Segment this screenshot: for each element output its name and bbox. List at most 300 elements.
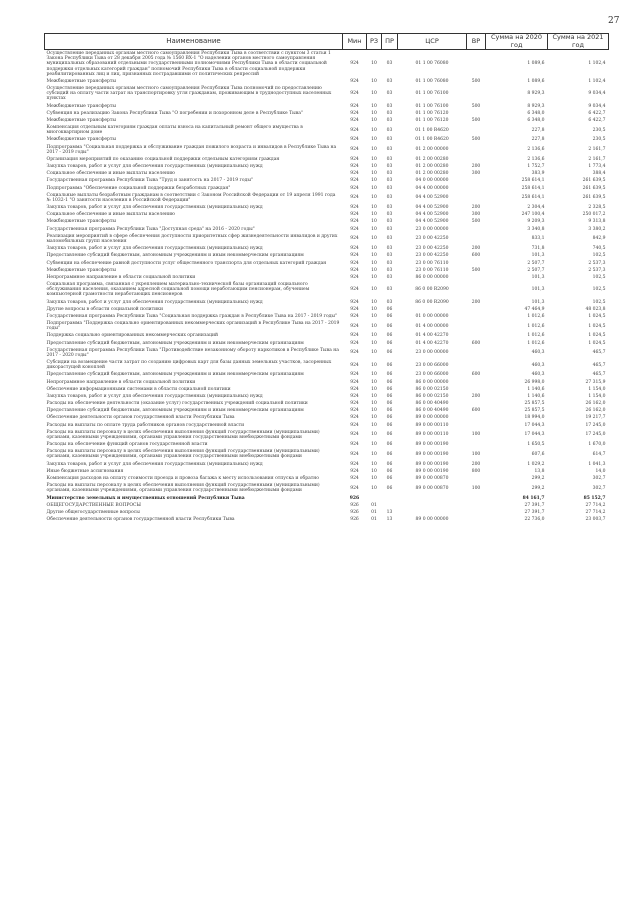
row-csr (398, 509, 467, 516)
row-rz: 10 (371, 91, 377, 97)
row-name: Непрограммное направление в области социальной политики (46, 379, 196, 385)
row-pr: 06 (386, 333, 393, 339)
row-vr (467, 281, 486, 299)
row-csr: 04 4 00 52900 (415, 212, 449, 218)
row-sum-2021: 48 023,8 (585, 306, 606, 312)
row-csr: 01 1 00 76120 (415, 110, 449, 116)
row-min: 924 (350, 78, 359, 84)
row-csr: 01 1 00 76080 (415, 61, 449, 67)
row-name: Субвенции на обеспечение равной доступности услуг общественного транспорта для отдельных категорий граждан (46, 260, 327, 266)
row-pr: 03 (386, 274, 393, 280)
table-row (45, 306, 609, 313)
row-pr: 06 (386, 401, 393, 407)
row-csr: 01 1 00 76100 (415, 91, 449, 97)
row-name: Поддержка социально ориентированных некоммерческих организаций (46, 333, 218, 339)
row-min: 924 (350, 386, 359, 392)
table-row (45, 117, 609, 124)
row-min: 924 (350, 147, 359, 153)
row-csr: 89 0 00 00110 (415, 422, 449, 428)
table-row (45, 136, 609, 143)
row-rz: 10 (371, 313, 377, 319)
row-csr: 01 1 00 76080 (415, 78, 449, 84)
row-min: 924 (350, 212, 359, 218)
row-min: 924 (350, 461, 359, 467)
row-name: Реализация мероприятий в сфере обеспечения доступности приоритетных сфер жизнедеятельности инвалидов и других маломобильных групп населения (46, 233, 338, 244)
row-name: Подпрограмма "Социальная поддержка и обслуживание граждан пожилого возраста и инвалидов в Республике Тыва на 2017 - 2019 годы" (46, 144, 337, 155)
table-header-row (45, 34, 609, 50)
row-vr (467, 495, 486, 502)
table-row (45, 299, 609, 306)
row-rz: 10 (371, 212, 377, 218)
row-csr: 23 0 00 76110 (415, 267, 449, 273)
row-sum-2021: 2 537,3 (588, 267, 606, 273)
row-rz: 10 (371, 415, 377, 421)
row-vr: 200 (471, 246, 481, 252)
row-min: 924 (350, 379, 359, 385)
row-name: Государственная программа Республики Тыва "Социальная поддержка граждан в Республике Тыва на 2017 - 2019 годы" (46, 313, 338, 319)
row-pr: 06 (386, 468, 393, 474)
row-name: Расходы на обеспечение функций органов государственной власти (46, 442, 208, 448)
table-row (45, 274, 609, 281)
row-sum-2020: 2 304,4 (527, 205, 545, 211)
row-sum-2020: 17 044,3 (524, 432, 545, 438)
row-vr: 800 (471, 468, 481, 474)
row-sum-2020: 27 391,7 (524, 509, 545, 515)
row-min: 924 (350, 91, 359, 97)
row-rz: 10 (371, 110, 377, 116)
header-pr: ПР (382, 34, 398, 50)
row-vr (467, 379, 486, 386)
row-sum-2021: 261 639,5 (582, 178, 606, 184)
row-sum-2021: 1 102,4 (588, 78, 606, 84)
row-sum-2020: 247 100,4 (521, 212, 545, 218)
row-rz: 10 (371, 137, 377, 143)
table-row (45, 163, 609, 170)
row-name: Межбюджетные трансферты (46, 137, 116, 143)
row-name: Государственная программа Республики Тыва "Доступная среда" на 2016 - 2020 годы" (46, 226, 255, 232)
row-min: 924 (350, 299, 359, 305)
row-name: Предоставление субсидий бюджетным, автономным учреждениям и иным некоммерческим организациям (46, 372, 304, 378)
row-sum-2020: 2 507,7 (527, 267, 545, 273)
row-csr: 86 0 00 00000 (415, 274, 449, 280)
row-sum-2020: 6 348,0 (527, 110, 545, 116)
row-sum-2021: 102,5 (592, 287, 606, 293)
row-min: 926 (349, 495, 360, 501)
row-csr: 89 0 00 00190 (415, 468, 449, 474)
row-rz: 10 (371, 253, 377, 259)
row-name: Другие общегосударственные вопросы (46, 509, 140, 515)
row-csr: 86 0 00 02150 (415, 393, 449, 399)
row-min: 924 (350, 137, 359, 143)
row-sum-2021: 2 161,7 (588, 156, 606, 162)
table-row (45, 103, 609, 110)
table-row (45, 313, 609, 320)
row-rz: 01 (371, 502, 377, 508)
row-min: 924 (350, 127, 359, 133)
table-row (45, 260, 609, 267)
row-pr: 03 (386, 137, 393, 143)
row-rz: 10 (371, 185, 377, 191)
row-sum-2020: 383,9 (531, 171, 545, 177)
row-name: Расходы на выплаты по оплате труда работников органов государственной власти (46, 422, 245, 428)
table-row (45, 468, 609, 475)
row-sum-2020: 6 348,0 (527, 117, 545, 123)
row-csr: 86 0 00 R2090 (415, 287, 449, 293)
row-min: 924 (350, 253, 359, 259)
row-sum-2021: 17 245,0 (585, 432, 606, 438)
row-pr: 03 (386, 103, 393, 109)
table-row (45, 110, 609, 117)
table-row (45, 170, 609, 177)
row-sum-2021: 102,5 (592, 253, 606, 259)
row-min: 924 (350, 110, 359, 116)
row-name: Государственная программа Республики Тыва "Труд и занятость на 2017 - 2019 годы" (46, 178, 253, 184)
row-sum-2021: 102,5 (592, 274, 606, 280)
row-vr: 200 (471, 393, 481, 399)
row-csr: 04 4 00 52900 (415, 219, 449, 225)
row-sum-2020: 299,2 (531, 476, 545, 481)
row-pr: 06 (386, 372, 393, 378)
row-vr: 200 (471, 299, 481, 305)
row-sum-2021: 1 154,0 (588, 393, 606, 399)
table-row (45, 371, 609, 378)
row-name: Предоставление субсидий бюджетным, автономным учреждениям и иным некоммерческим организациям (46, 340, 304, 346)
row-vr: 500 (471, 103, 481, 109)
row-rz: 10 (371, 432, 377, 438)
table-row (45, 50, 609, 78)
row-vr (467, 110, 486, 117)
row-pr: 06 (386, 432, 393, 438)
row-vr (467, 192, 486, 204)
row-vr (467, 306, 486, 313)
row-vr (467, 347, 486, 359)
row-min: 924 (350, 195, 359, 201)
row-sum-2020: 18 994,0 (524, 415, 545, 421)
row-sum-2020: 101,3 (531, 274, 545, 280)
row-name: Подпрограмма "Поддержка социально ориентированных некоммерческих организаций в Республике Тыва на 2017 - 2019 годы" (46, 321, 340, 332)
row-min: 924 (350, 393, 359, 399)
row-vr (467, 124, 486, 136)
row-name: Межбюджетные трансферты (46, 219, 116, 225)
table-row (45, 407, 609, 414)
row-sum-2021: 2 537,3 (588, 260, 606, 266)
row-pr: 03 (386, 127, 393, 133)
row-name: Организация мероприятий по оказанию социальной поддержки отдельным категориям граждан (46, 156, 280, 162)
row-sum-2021: 388,4 (592, 171, 606, 177)
row-min: 924 (350, 171, 359, 177)
row-vr: 100 (471, 432, 481, 438)
row-pr: 03 (386, 164, 393, 170)
row-min: 924 (350, 219, 359, 225)
table-row (45, 233, 609, 245)
row-name: Межбюджетные трансферты (46, 117, 116, 123)
row-vr (467, 332, 486, 339)
row-name: Компенсация расходов на оплату стоимости проезда и провоза багажа к месту использования отпуска и обратно (46, 476, 319, 481)
row-vr: 200 (471, 205, 481, 211)
row-sum-2021: 27 714,2 (585, 502, 606, 508)
row-name: Предоставление субсидий бюджетным, автономным учреждениям и иным некоммерческим организациям (46, 253, 304, 259)
row-rz: 10 (371, 171, 377, 177)
row-min: 924 (350, 401, 359, 407)
row-vr (467, 359, 486, 371)
row-sum-2021: 230,5 (592, 127, 606, 133)
row-csr: 89 0 00 00190 (415, 461, 449, 467)
row-sum-2020: 22 736,0 (524, 517, 545, 523)
row-sum-2021: 1 024,5 (588, 323, 606, 329)
table-row (45, 400, 609, 407)
row-sum-2020: 2 507,7 (527, 260, 545, 266)
row-csr: 23 0 00 66000 (415, 372, 449, 378)
row-rz: 01 (371, 509, 377, 515)
row-name: Межбюджетные трансферты (46, 267, 116, 273)
row-rz: 10 (371, 219, 377, 225)
row-csr: 89 0 00 00870 (415, 485, 449, 491)
row-min: 924 (350, 260, 359, 266)
table-row (45, 252, 609, 259)
row-pr: 06 (386, 379, 393, 385)
row-min: 924 (350, 476, 359, 481)
row-min: 924 (350, 156, 359, 162)
row-sum-2021: 6 422,7 (588, 117, 606, 123)
row-pr: 03 (386, 195, 393, 201)
row-name: Расходы на обеспечение деятельности (оказание услуг) государственных учреждений социальной политики (46, 401, 308, 407)
row-csr: 01 4 00 00000 (415, 323, 449, 329)
row-pr: 03 (386, 117, 393, 123)
row-vr (467, 509, 486, 516)
row-csr: 89 0 00 00000 (415, 415, 449, 421)
row-name: Закупка товаров, работ и услуг для обеспечения государственных (муниципальных) нужд (46, 246, 263, 252)
row-rz: 10 (371, 485, 377, 491)
row-pr: 06 (386, 422, 393, 428)
row-sum-2020: 1 012,6 (527, 313, 545, 319)
row-pr: 06 (386, 451, 393, 457)
row-sum-2020: 258 614,1 (521, 195, 545, 201)
row-pr: 06 (386, 313, 393, 319)
row-sum-2021: 102,5 (592, 299, 606, 305)
row-vr (467, 386, 486, 393)
row-rz: 10 (371, 323, 377, 329)
row-vr: 500 (471, 137, 481, 143)
row-min: 924 (350, 432, 359, 438)
row-pr: 06 (386, 340, 393, 346)
row-rz: 10 (371, 461, 377, 467)
row-rz: 10 (371, 476, 377, 481)
row-sum-2021: 27 315,9 (585, 379, 606, 385)
row-vr (467, 400, 486, 407)
row-name: Социальные выплаты безработным гражданам в соответствии с Законом Российской Федерации от 19 апреля 1991 года № 1032-1 "О занятости населения в Российской Федерации" (46, 192, 336, 203)
table-row (45, 267, 609, 274)
table-row (45, 422, 609, 429)
row-sum-2021: 14,0 (595, 468, 606, 474)
row-sum-2020: 13,8 (534, 468, 545, 474)
row-sum-2021: 19 217,7 (585, 415, 606, 421)
row-csr: 89 0 00 00190 (415, 451, 449, 457)
row-sum-2021: 465,7 (592, 350, 606, 356)
row-csr: 01 2 00 00280 (415, 156, 449, 162)
row-csr: 01 1 00 R4620 (415, 127, 449, 133)
row-sum-2020: 299,2 (531, 485, 545, 491)
row-sum-2020: 27 391,7 (524, 502, 545, 508)
row-sum-2021: 1 041,3 (588, 461, 606, 467)
row-vr: 100 (471, 485, 481, 491)
row-sum-2021: 26 162,0 (585, 408, 606, 414)
header-min: Мин (343, 34, 367, 50)
row-rz: 10 (371, 127, 377, 133)
row-vr (467, 226, 486, 233)
header-csr: ЦСР (398, 34, 467, 50)
row-sum-2020: 8 929,3 (527, 103, 545, 109)
row-rz: 10 (371, 195, 377, 201)
row-rz: 10 (371, 205, 377, 211)
row-csr: 86 0 00 R2090 (415, 299, 449, 305)
row-sum-2020: 833,1 (531, 236, 545, 242)
row-pr: 03 (386, 178, 393, 184)
row-pr: 13 (386, 517, 393, 523)
table-row (45, 393, 609, 400)
row-pr: 06 (386, 408, 393, 414)
row-rz: 10 (371, 372, 377, 378)
row-name: Обеспечение деятельности органов государственной власти Республики Тыва (46, 517, 235, 523)
row-sum-2020: 3 340,8 (527, 226, 545, 232)
row-rz: 10 (371, 362, 377, 368)
row-sum-2021: 1 102,4 (588, 61, 606, 67)
row-pr: 06 (386, 362, 393, 368)
row-csr: 23 0 00 42250 (415, 246, 449, 252)
header-sum-2020: Сумма на 2020 год (486, 34, 548, 50)
row-vr (467, 422, 486, 429)
row-sum-2021: 614,7 (592, 451, 606, 457)
row-name: Социальная программа, связанная с укреплением материально-технической базы организаций социального обслуживания населения, оказанием адресной социальной помощи неработающим пенсионерам, обучением компьютерной грамотности неработающих пенсионеров (46, 282, 310, 298)
row-csr: 01 4 00 42270 (415, 333, 449, 339)
row-vr (467, 85, 486, 103)
row-sum-2020: 47 464,9 (524, 306, 545, 312)
row-csr: 01 1 00 76100 (415, 103, 449, 109)
row-min: 926 (350, 502, 359, 508)
row-sum-2021: 26 162,0 (585, 401, 606, 407)
row-min: 924 (350, 408, 359, 414)
row-name: Социальное обеспечение и иные выплаты населению (46, 212, 175, 218)
row-rz: 10 (371, 422, 377, 428)
row-sum-2020: 1 089,6 (527, 61, 545, 67)
row-pr: 03 (386, 171, 393, 177)
row-rz: 10 (371, 451, 377, 457)
row-rz: 10 (371, 236, 377, 242)
row-sum-2021: 842,9 (592, 236, 606, 242)
row-csr: 86 0 00 00000 (415, 379, 449, 385)
row-name: Межбюджетные трансферты (46, 78, 116, 84)
row-sum-2020: 1 089,6 (527, 78, 545, 84)
row-pr: 03 (386, 156, 393, 162)
row-sum-2020: 101,3 (531, 253, 545, 259)
budget-table (44, 33, 609, 523)
row-pr: 06 (386, 461, 393, 467)
row-min: 924 (350, 306, 359, 312)
row-csr: 01 1 00 R4620 (415, 137, 449, 143)
row-vr (467, 185, 486, 192)
row-pr: 03 (386, 205, 393, 211)
row-sum-2020: 1 012,6 (527, 323, 545, 329)
row-pr: 03 (386, 147, 393, 153)
row-rz: 10 (371, 350, 377, 356)
row-sum-2020: 1 029,2 (527, 461, 545, 467)
row-pr: 06 (386, 386, 393, 392)
row-vr: 500 (471, 219, 481, 225)
table-row (45, 332, 609, 339)
row-min: 924 (350, 350, 359, 356)
row-vr (467, 156, 486, 163)
row-name: Подпрограмма "Обеспечение социальной поддержки безработных граждан" (46, 185, 231, 191)
row-name: Закупка товаров, работ и услуг для обеспечения государственных (муниципальных) нужд (46, 461, 263, 467)
row-name: Государственная программа Республики Тыва "Противодействие незаконному обороту наркотиков в Республике Тыва на 2017 - 2020 годы" (46, 347, 339, 358)
row-vr: 600 (471, 253, 481, 259)
row-pr: 06 (386, 442, 393, 448)
row-vr (467, 50, 486, 78)
row-pr: 03 (386, 299, 393, 305)
row-sum-2021: 740,5 (592, 246, 606, 252)
row-name: Расходы на выплаты персоналу в целях обеспечения выполнения функций государственными (муниципальными) органами, казенными учреждениями, органами управления государственными внебюджетными фондами (46, 483, 320, 494)
row-pr: 03 (386, 246, 393, 252)
row-sum-2021: 1 670,0 (588, 442, 606, 448)
row-sum-2020: 1 140,6 (527, 393, 545, 399)
table-row (45, 359, 609, 371)
row-sum-2021: 6 422,7 (588, 110, 606, 116)
row-name: Межбюджетные трансферты (46, 103, 116, 109)
row-sum-2021: 465,7 (592, 372, 606, 378)
row-sum-2021: 17 245,0 (585, 422, 606, 428)
row-csr: 89 0 00 00110 (415, 432, 449, 438)
row-vr: 300 (471, 212, 481, 218)
row-rz: 10 (371, 299, 377, 305)
row-min: 924 (350, 415, 359, 421)
row-vr (467, 502, 486, 509)
row-sum-2020: 1 012,6 (527, 333, 545, 339)
row-name: Обеспечение деятельности органов государственной власти Республики Тыва (46, 415, 235, 421)
row-sum-2021: 1 024,5 (588, 340, 606, 346)
page-number: 27 (608, 16, 620, 26)
row-name: Предоставление субсидий бюджетным, автономным учреждениям и иным некоммерческим организациям (46, 408, 304, 414)
table-row (45, 448, 609, 460)
row-pr: 06 (386, 485, 393, 491)
row-name: Иные бюджетные ассигнования (46, 468, 124, 474)
row-rz: 10 (371, 274, 377, 280)
row-sum-2020: 84 161,7 (522, 495, 545, 501)
table-row (45, 245, 609, 252)
table-row (45, 502, 609, 509)
table-row (45, 509, 609, 516)
table-row (45, 218, 609, 225)
row-min: 924 (350, 103, 359, 109)
header-rz: РЗ (367, 34, 382, 50)
row-rz: 10 (371, 333, 377, 339)
row-csr: 01 1 00 76120 (415, 117, 449, 123)
row-csr (398, 502, 467, 509)
row-name: Другие вопросы в области социальной политики (46, 306, 163, 312)
row-min: 924 (350, 468, 359, 474)
row-csr: 01 2 00 00280 (415, 171, 449, 177)
row-rz: 10 (371, 401, 377, 407)
row-rz: 10 (371, 260, 377, 266)
row-sum-2020: 1 650,5 (527, 442, 545, 448)
row-sum-2020: 731,8 (531, 246, 545, 252)
table-row (45, 441, 609, 448)
row-pr: 03 (386, 219, 393, 225)
table-row (45, 461, 609, 468)
row-min: 924 (350, 451, 359, 457)
row-sum-2020: 2 136,6 (527, 147, 545, 153)
header-vr: ВР (467, 34, 486, 50)
row-pr: 03 (386, 226, 393, 232)
row-rz (367, 495, 382, 502)
